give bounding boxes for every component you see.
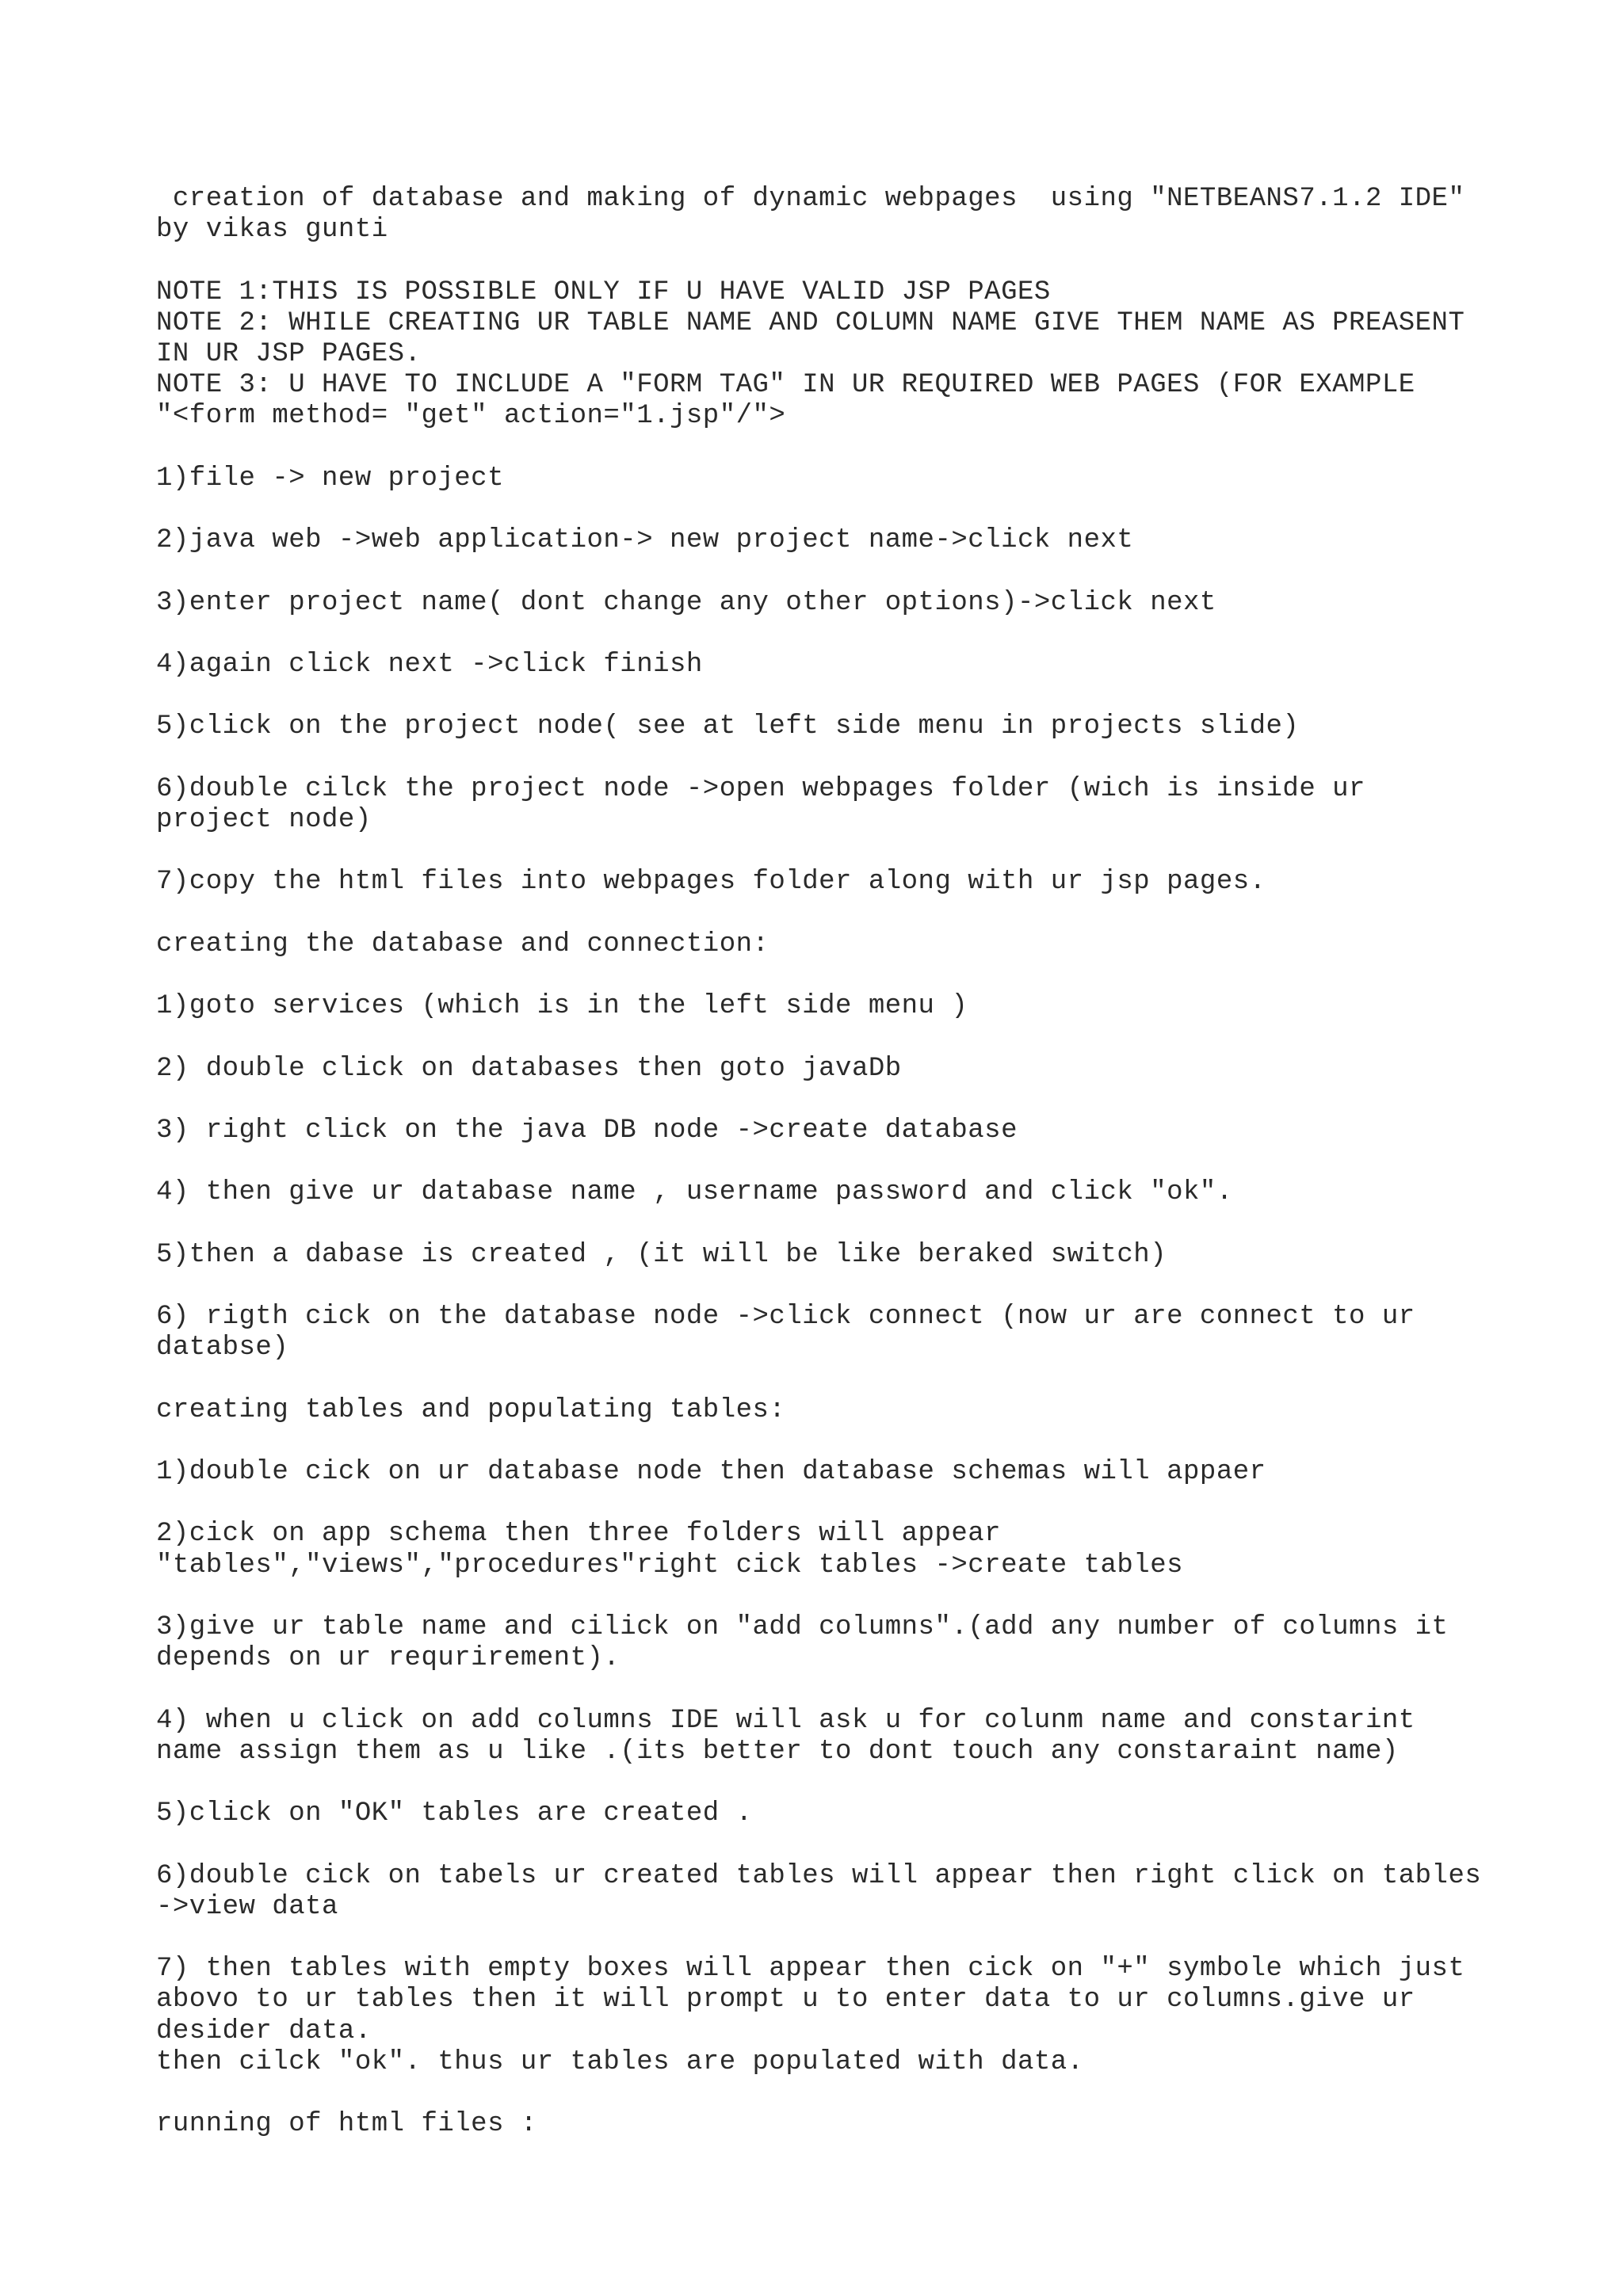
- text-line: depends on ur requrirement).: [156, 1643, 621, 1674]
- text-line: 2) double click on databases then goto javaDb: [156, 1053, 902, 1084]
- text-line: 1)goto services (which is in the left side menu ): [156, 991, 968, 1022]
- text-line: creating the database and connection:: [156, 929, 769, 959]
- text-line: 5)then a dabase is created , (it will be like beraked switch): [156, 1239, 1167, 1270]
- paragraph: [156, 1054, 1503, 1085]
- paragraph: [156, 1798, 1503, 1829]
- paragraph: [156, 1457, 1503, 1488]
- text-line: abovo to ur tables then it will prompt u to enter data to ur columns.give ur: [156, 1985, 1415, 2016]
- text-line: 7) then tables with empty boxes will appear then cick on "+" symbole which just: [156, 1954, 1465, 1985]
- text-line: 7)copy the html files into webpages folder along with ur jsp pages.: [156, 867, 1266, 898]
- text-line: creation of database and making of dynamic webpages using "NETBEANS7.1.2 IDE": [156, 184, 1465, 214]
- text-line: creating tables and populating tables:: [156, 1394, 786, 1425]
- text-line: NOTE 3: U HAVE TO INCLUDE A "FORM TAG" IN UR REQUIRED WEB PAGES (FOR EXAMPLE: [156, 370, 1415, 401]
- text-line: project node): [156, 804, 372, 835]
- text-line: 1)double cick on ur database node then database schemas will appaer: [156, 1457, 1266, 1488]
- text-line: name assign them as u like .(its better to dont touch any constaraint name): [156, 1736, 1399, 1767]
- paragraph: [156, 184, 1503, 246]
- paragraph: [156, 1116, 1503, 1146]
- paragraph: [156, 1706, 1503, 1768]
- text-line: 3)enter project name( dont change any other options)->click next: [156, 587, 1216, 618]
- text-line: 6) rigth cick on the database node ->click connect (now ur are connect to ur: [156, 1302, 1415, 1333]
- text-line: 6)double cilck the project node ->open webpages folder (wich is inside ur: [156, 773, 1365, 804]
- paragraph: [156, 867, 1503, 898]
- text-line: 2)cick on app schema then three folders will appear: [156, 1519, 1002, 1550]
- paragraph: [156, 1861, 1503, 1923]
- paragraph: [156, 1519, 1503, 1581]
- paragraph: [156, 774, 1503, 836]
- text-line: 1)file -> new project: [156, 463, 504, 494]
- text-line: 2)java web ->web application-> new project name->click next: [156, 525, 1134, 556]
- text-line: 3)give ur table name and cilick on "add columns".(add any number of columns it: [156, 1612, 1449, 1643]
- paragraph: [156, 991, 1503, 1022]
- text-line: 4) when u click on add columns IDE will ask u for colunm name and constarint: [156, 1705, 1415, 1736]
- paragraph: [156, 2109, 1503, 2140]
- text-line: "tables","views","procedures"right cick tables ->create tables: [156, 1550, 1184, 1581]
- text-line: NOTE 1:THIS IS POSSIBLE ONLY IF U HAVE VALID JSP PAGES: [156, 277, 1051, 307]
- text-line: IN UR JSP PAGES.: [156, 339, 422, 369]
- paragraph: [156, 650, 1503, 681]
- paragraph: [156, 277, 1503, 433]
- text-line: NOTE 2: WHILE CREATING UR TABLE NAME AND COLUMN NAME GIVE THEM NAME AS PREASENT: [156, 307, 1465, 338]
- paragraph: [156, 1612, 1503, 1674]
- text-line: 5)click on "OK" tables are created .: [156, 1798, 753, 1829]
- text-line: 3) right click on the java DB node ->create database: [156, 1115, 1018, 1146]
- paragraph: [156, 1395, 1503, 1426]
- paragraph: [156, 1302, 1503, 1363]
- paragraph: [156, 711, 1503, 742]
- text-line: running of html files :: [156, 2109, 537, 2140]
- text-line: ->view data: [156, 1891, 338, 1922]
- document-body: [156, 184, 1503, 2172]
- paragraph: [156, 1954, 1503, 2078]
- paragraph: [156, 929, 1503, 960]
- text-line: 5)click on the project node( see at left side menu in projects slide): [156, 711, 1300, 742]
- text-line: 4)again click next ->click finish: [156, 649, 703, 680]
- text-line: then cilck "ok". thus ur tables are populated with data.: [156, 2046, 1084, 2077]
- text-line: by vikas gunti: [156, 215, 388, 246]
- paragraph: [156, 1177, 1503, 1208]
- paragraph: [156, 588, 1503, 619]
- paragraph: [156, 525, 1503, 556]
- text-line: 4) then give ur database name , username password and click "ok".: [156, 1177, 1233, 1208]
- text-line: desider data.: [156, 2016, 372, 2046]
- text-line: databse): [156, 1333, 289, 1363]
- text-line: 6)double cick on tabels ur created tables will appear then right click on tables: [156, 1860, 1482, 1891]
- paragraph: [156, 463, 1503, 494]
- text-line: "<form method= "get" action="1.jsp"/">: [156, 401, 786, 432]
- paragraph: [156, 1240, 1503, 1271]
